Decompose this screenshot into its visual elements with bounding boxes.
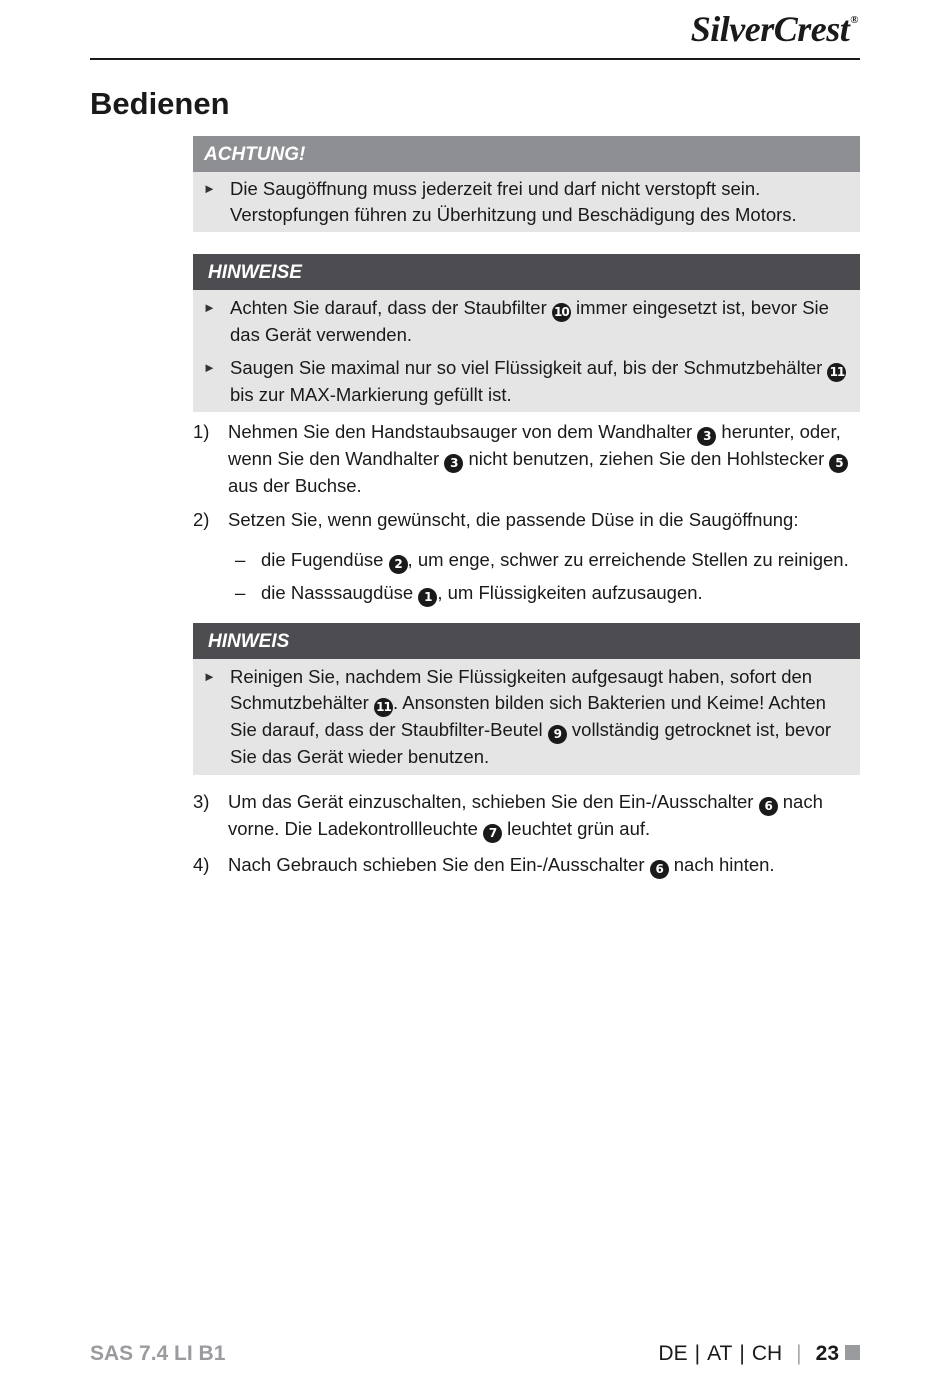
callout-number: 10 — [552, 303, 571, 322]
sub-text: die Fugendüse — [261, 549, 389, 570]
step-item — [193, 507, 863, 533]
note-text: Achten Sie darauf, dass der Staubfilter — [230, 297, 552, 318]
note-text: bis zur MAX-Markierung gefüllt ist. — [230, 384, 512, 405]
header-rule — [90, 58, 860, 60]
step-text: Nach Gebrauch schieben Sie den Ein-/Ausschalter — [228, 854, 650, 875]
step-text: nach hinten. — [668, 854, 775, 875]
warning-box — [193, 136, 860, 232]
dash-marker: – — [235, 549, 246, 570]
step-text: Nehmen Sie den Handstaubsauger von dem Wandhalter — [228, 421, 698, 442]
step-text: Setzen Sie, wenn gewünscht, die passende Düse in die Saugöffnung: — [228, 509, 799, 530]
footer-model: SAS 7.4 LI B1 — [90, 1342, 226, 1365]
triangle-right-icon: ► — [203, 181, 216, 196]
lang-at: AT — [707, 1342, 733, 1365]
step-number: 2) — [193, 509, 210, 530]
step-text: herunter, oder, wenn Sie den Wandhalter — [228, 421, 841, 469]
callout-number: 11 — [827, 363, 846, 382]
lang-de: DE — [658, 1342, 688, 1365]
step-text: nach vorne. Die Ladekontrollleuchte — [228, 791, 823, 839]
warning-item — [203, 176, 848, 228]
dash-marker: – — [235, 582, 246, 603]
callout-number: 1 — [418, 588, 437, 607]
brand-logo — [691, 8, 858, 50]
step-number: 3) — [193, 791, 210, 812]
triangle-right-icon: ► — [203, 669, 216, 684]
registered-mark: ® — [850, 14, 858, 26]
callout-number: 7 — [483, 824, 502, 843]
warning-item-text: Die Saugöffnung muss jederzeit frei und darf nicht verstopft sein. Verstopfungen führen zu Überhitzung und Beschädigung des Motors. — [230, 178, 797, 225]
step-text: aus der Buchse. — [228, 475, 362, 496]
step-item — [193, 789, 863, 843]
note-text: Reinigen Sie, nachdem Sie Flüssigkeiten aufgesaugt haben, sofort den Schmutzbehälter — [230, 666, 813, 713]
brand-name: SilverCrest — [690, 9, 850, 49]
note-item — [203, 355, 848, 408]
sub-item — [235, 580, 865, 607]
step-number: 4) — [193, 854, 210, 875]
notes-title: HINWEISE — [193, 254, 860, 290]
step-number: 1) — [193, 421, 210, 442]
separator: | — [796, 1342, 802, 1365]
note-item — [203, 295, 848, 348]
note-item — [203, 664, 848, 770]
note-text: . Ansonsten bilden sich Bakterien und Keime! Achten Sie darauf, dass der Staubfilter-Beutel — [230, 692, 826, 740]
lang-ch: CH — [751, 1342, 783, 1365]
sub-text: , um enge, schwer zu erreichende Stellen zu reinigen. — [407, 549, 849, 570]
square-marker-icon — [845, 1345, 860, 1360]
callout-number: 5 — [829, 454, 848, 473]
callout-number: 11 — [374, 698, 393, 717]
triangle-right-icon: ► — [203, 360, 216, 375]
sub-text: die Nasssaugdüse — [261, 582, 419, 603]
callout-number: 9 — [548, 725, 567, 744]
step-text: Um das Gerät einzuschalten, schieben Sie den Ein-/Ausschalter — [228, 791, 759, 812]
separator: | — [694, 1342, 701, 1365]
sub-text: , um Flüssigkeiten aufzusaugen. — [437, 582, 703, 603]
note-text: Saugen Sie maximal nur so viel Flüssigkeit auf, bis der Schmutzbehälter — [230, 357, 828, 378]
note-text: immer eingesetzt ist, bevor Sie das Gerät verwenden. — [230, 297, 829, 345]
step-item — [193, 419, 863, 499]
note-title: HINWEIS — [193, 623, 860, 659]
callout-number: 2 — [389, 555, 408, 574]
step-text: leuchtet grün auf. — [502, 818, 651, 839]
triangle-right-icon: ► — [203, 300, 216, 315]
note-box — [193, 623, 860, 775]
callout-number: 3 — [444, 454, 463, 473]
sub-item — [235, 547, 865, 574]
note-text: vollständig getrocknet ist, bevor Sie das Gerät wieder benutzen. — [230, 719, 832, 767]
step-item — [193, 852, 863, 879]
page-title: Bedienen — [90, 86, 230, 121]
warning-title: ACHTUNG! — [193, 136, 860, 172]
step-text: nicht benutzen, ziehen Sie den Hohlstecker — [463, 448, 830, 469]
page-number: 23 — [815, 1342, 839, 1365]
notes-box — [193, 254, 860, 412]
footer-languages — [658, 1342, 860, 1366]
callout-number: 6 — [759, 797, 778, 816]
separator: | — [739, 1342, 745, 1365]
callout-number: 6 — [650, 860, 669, 879]
callout-number: 3 — [697, 427, 716, 446]
